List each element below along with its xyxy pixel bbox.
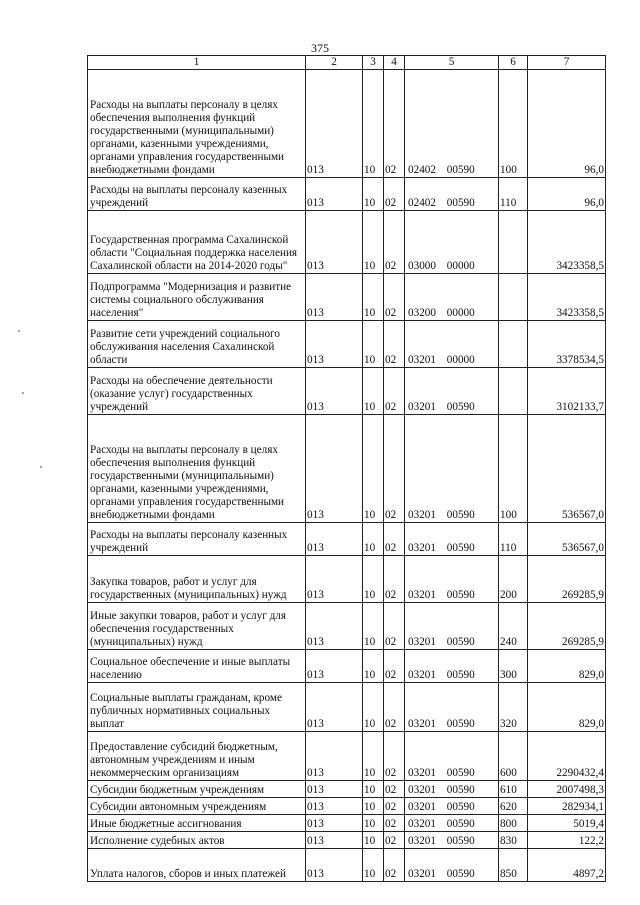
subsection-code: 02 [384,798,405,815]
target-article-code: 03201 00590 [405,650,499,683]
table-row [88,781,606,798]
row-description: Социальное обеспечение и иные выплаты населению [88,650,306,683]
target-article-code: 03201 00590 [405,815,499,832]
subsection-code: 02 [384,603,405,650]
column-header: 1 [88,56,306,70]
column-header: 3 [363,56,384,70]
amount-value: 2290432,4 [528,732,606,781]
row-description: Исполнение судебных актов [88,832,306,849]
section-code: 10 [363,832,384,849]
row-description: Социальные выплаты гражданам, кроме публичных нормативных социальных выплат [88,683,306,732]
row-description: Субсидии бюджетным учреждениям [88,781,306,798]
amount-value: 5019,4 [528,815,606,832]
table-body [88,70,606,882]
table-row [88,415,606,523]
section-code: 10 [363,849,384,882]
target-article-code: 03201 00590 [405,683,499,732]
target-article-code: 03201 00590 [405,523,499,556]
column-header: 6 [499,56,528,70]
expense-type-code: 100 [499,70,528,178]
section-code: 10 [363,523,384,556]
subsection-code: 02 [384,523,405,556]
amount-value: 3423358,5 [528,274,606,321]
expense-type-code: 850 [499,849,528,882]
ministry-code: 013 [306,798,363,815]
ministry-code: 013 [306,178,363,211]
subsection-code: 02 [384,274,405,321]
section-code: 10 [363,556,384,603]
row-description: Государственная программа Сахалинской области "Социальная поддержка населения Сахалинской области на 2014-2020 годы" [88,211,306,274]
row-description: Развитие сети учреждений социального обслуживания населения Сахалинской области [88,321,306,368]
expense-type-code: 800 [499,815,528,832]
subsection-code: 02 [384,368,405,415]
row-description: Подпрограмма "Модернизация и развитие системы социального обслуживания населения" [88,274,306,321]
amount-value: 4897,2 [528,849,606,882]
budget-table [87,55,606,882]
target-article-code: 03201 00590 [405,849,499,882]
page-number: 375 [311,41,329,55]
ministry-code: 013 [306,650,363,683]
row-description: Субсидии автономным учреждениям [88,798,306,815]
ministry-code: 013 [306,321,363,368]
subsection-code: 02 [384,556,405,603]
subsection-code: 02 [384,178,405,211]
table-row [88,178,606,211]
amount-value: 536567,0 [528,415,606,523]
table-row [88,683,606,732]
amount-value: 122,2 [528,832,606,849]
amount-value: 3423358,5 [528,211,606,274]
expense-type-code: 200 [499,556,528,603]
expense-type-code [499,368,528,415]
row-description: Предоставление субсидий бюджетным, автономным учреждениям и иным некоммерческим организациям [88,732,306,781]
amount-value: 269285,9 [528,603,606,650]
section-code: 10 [363,178,384,211]
target-article-code: 02402 00590 [405,178,499,211]
expense-type-code: 830 [499,832,528,849]
target-article-code: 02402 00590 [405,70,499,178]
amount-value: 536567,0 [528,523,606,556]
section-code: 10 [363,368,384,415]
section-code: 10 [363,211,384,274]
table-row [88,815,606,832]
amount-value: 829,0 [528,650,606,683]
column-header: 7 [528,56,606,70]
scan-speck [22,392,24,394]
amount-value: 3378534,5 [528,321,606,368]
table-row [88,849,606,882]
section-code: 10 [363,781,384,798]
table-row [88,274,606,321]
subsection-code: 02 [384,70,405,178]
ministry-code: 013 [306,415,363,523]
ministry-code: 013 [306,274,363,321]
section-code: 10 [363,650,384,683]
ministry-code: 013 [306,211,363,274]
amount-value: 269285,9 [528,556,606,603]
expense-type-code: 240 [499,603,528,650]
target-article-code: 03201 00590 [405,368,499,415]
table-row [88,603,606,650]
expense-type-code: 110 [499,178,528,211]
column-header: 2 [306,56,363,70]
expense-type-code [499,211,528,274]
row-description: Расходы на выплаты персоналу в целях обеспечения выполнения функций государственными (муниципальными) органами, казенными учреждениями, органами управления государственными внебюджетными фондами [88,70,306,178]
row-description: Расходы на выплаты персоналу казенных учреждений [88,523,306,556]
expense-type-code: 100 [499,415,528,523]
subsection-code: 02 [384,415,405,523]
table-row [88,321,606,368]
target-article-code: 03201 00590 [405,415,499,523]
expense-type-code: 110 [499,523,528,556]
ministry-code: 013 [306,832,363,849]
ministry-code: 013 [306,732,363,781]
section-code: 10 [363,732,384,781]
target-article-code: 03201 00590 [405,832,499,849]
section-code: 10 [363,321,384,368]
ministry-code: 013 [306,523,363,556]
column-header: 5 [405,56,499,70]
target-article-code: 03200 00000 [405,274,499,321]
section-code: 10 [363,603,384,650]
ministry-code: 013 [306,368,363,415]
section-code: 10 [363,274,384,321]
subsection-code: 02 [384,321,405,368]
amount-value: 3102133,7 [528,368,606,415]
row-description: Уплата налогов, сборов и иных платежей [88,849,306,882]
subsection-code: 02 [384,650,405,683]
expense-type-code [499,321,528,368]
section-code: 10 [363,70,384,178]
subsection-code: 02 [384,849,405,882]
table-row [88,70,606,178]
amount-value: 829,0 [528,683,606,732]
amount-value: 282934,1 [528,798,606,815]
table-row [88,832,606,849]
table-row [88,556,606,603]
subsection-code: 02 [384,815,405,832]
target-article-code: 03201 00590 [405,798,499,815]
section-code: 10 [363,798,384,815]
subsection-code: 02 [384,732,405,781]
subsection-code: 02 [384,781,405,798]
ministry-code: 013 [306,683,363,732]
header-row [88,56,606,70]
table-row [88,650,606,683]
expense-type-code: 600 [499,732,528,781]
target-article-code: 03201 00590 [405,781,499,798]
subsection-code: 02 [384,211,405,274]
table-row [88,732,606,781]
table-row [88,798,606,815]
target-article-code: 03201 00590 [405,556,499,603]
table-row [88,523,606,556]
scan-speck [18,330,20,332]
expense-type-code: 620 [499,798,528,815]
expense-type-code: 610 [499,781,528,798]
row-description: Расходы на обеспечение деятельности (оказание услуг) государственных учреждений [88,368,306,415]
amount-value: 96,0 [528,70,606,178]
row-description: Расходы на выплаты персоналу в целях обеспечения выполнения функций государственными (муниципальными) органами, казенными учреждениями, органами управления государственными внебюджетными фондами [88,415,306,523]
ministry-code: 013 [306,603,363,650]
section-code: 10 [363,683,384,732]
subsection-code: 02 [384,832,405,849]
scan-speck [40,466,42,468]
target-article-code: 03000 00000 [405,211,499,274]
row-description: Расходы на выплаты персоналу казенных учреждений [88,178,306,211]
row-description: Иные бюджетные ассигнования [88,815,306,832]
amount-value: 96,0 [528,178,606,211]
ministry-code: 013 [306,815,363,832]
subsection-code: 02 [384,683,405,732]
section-code: 10 [363,815,384,832]
expense-type-code [499,274,528,321]
table-row [88,368,606,415]
section-code: 10 [363,415,384,523]
table-row [88,211,606,274]
column-header: 4 [384,56,405,70]
ministry-code: 013 [306,849,363,882]
expense-type-code: 300 [499,650,528,683]
amount-value: 2007498,3 [528,781,606,798]
target-article-code: 03201 00000 [405,321,499,368]
target-article-code: 03201 00590 [405,603,499,650]
row-description: Закупка товаров, работ и услуг для государственных (муниципальных) нужд [88,556,306,603]
row-description: Иные закупки товаров, работ и услуг для обеспечения государственных (муниципальных) нужд [88,603,306,650]
ministry-code: 013 [306,70,363,178]
ministry-code: 013 [306,781,363,798]
ministry-code: 013 [306,556,363,603]
target-article-code: 03201 00590 [405,732,499,781]
expense-type-code: 320 [499,683,528,732]
